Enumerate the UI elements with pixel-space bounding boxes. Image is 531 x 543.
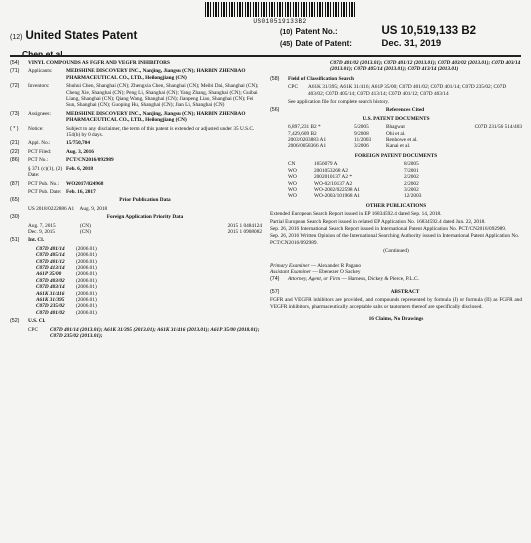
priority-list	[28, 223, 262, 236]
header-inventor: Chen et al.	[22, 49, 65, 59]
assignees: MEDSHINE DISCOVERY INC., Nanjing, Jiangsu (CN); HARBIN ZHENBAO PHARMACEUTICAL CO., LTD., Heilongjiang (CN)	[66, 110, 246, 124]
patent-no: US 10,519,133 B2	[381, 25, 477, 37]
patent-no-label: Patent No.:	[295, 27, 338, 36]
attorney-code: (74)	[270, 276, 280, 283]
field-cpc-label: CPC	[288, 84, 299, 91]
pct-filed-code: (22)	[10, 148, 20, 155]
inventors: Shuhui Chen, Shanghai (CN); Zhengxia Chen, Shanghai (CN); Meibi Dai, Shanghai (CN); Cheng Xie, Shanghai (CN); Peng Li, Shanghai (CN); Yang Zhang, Shanghai (CN); Guibai Liang, Shanghai (CN); Qiang Wang, Shanghai (CN); Jianpeng Liao, Shanghai (CN); Fei Sun, Shanghai (CN); Guoping Hu, Shanghai (CN); Jian Li, Shanghai (CN)	[66, 83, 259, 109]
appl-code: (21)	[10, 140, 20, 147]
abstract-code: (57)	[270, 288, 280, 295]
prior-pub-code: (65)	[10, 197, 20, 204]
prior-pub-date: Aug. 9, 2018	[79, 205, 108, 212]
us-docs-heading: U.S. PATENT DOCUMENTS	[362, 115, 430, 122]
pct-no: PCT/CN2016/092989	[66, 157, 114, 164]
continued-note: (Continued)	[383, 248, 409, 255]
priority-country: (CN)	[80, 222, 91, 229]
field-see: See application file for complete search history.	[288, 99, 389, 106]
inventors-label: Inventors:	[28, 83, 50, 90]
patent-header	[10, 24, 521, 59]
int-class-version: (2006.01)	[76, 303, 97, 310]
pub-date-label: PCT Pub. Date:	[28, 188, 62, 195]
header-rule	[10, 55, 521, 57]
foreign-doc-country: WO	[288, 174, 297, 181]
assignees-label: Assignees:	[28, 110, 51, 117]
us-doc-date: 11/2003	[354, 137, 372, 144]
foreign-doc-no: WO-02/10137 A2	[314, 180, 353, 187]
intcl-code: (51)	[10, 237, 20, 244]
int-class-version: (2006.01)	[76, 309, 97, 316]
cpc-classes: C07D 401/14 (2013.01); A61K 31/395 (2013.01); A61K 31/416 (2013.01); A61P 35/00 (2018.01); C07D 235/02 (2013.01);	[50, 326, 260, 340]
foreign-doc-no: 2001053268 A2	[314, 167, 348, 174]
other-pubs-heading: OTHER PUBLICATIONS	[365, 202, 427, 209]
priority-number: 2015 1 0484124	[227, 222, 262, 229]
pub-date: Feb. 16, 2017	[66, 188, 96, 195]
foreign-doc-no: WO-2003/101968 A1	[314, 193, 361, 200]
barcode	[205, 2, 355, 24]
refs-code: (56)	[270, 107, 280, 114]
priority-row	[28, 229, 262, 235]
pub-no-label: PCT Pub. No.:	[28, 180, 60, 187]
int-class-code: C07D 405/14	[36, 252, 65, 259]
field-heading: Field of Classification Search	[288, 75, 354, 82]
field-code: (58)	[270, 75, 280, 82]
us-doc-name: Ohi et al.	[386, 130, 406, 137]
foreign-doc-date: 7/2001	[404, 167, 419, 174]
pct-no-code: (86)	[10, 157, 20, 164]
s371-label: § 371 (c)(1), (2) Date:	[28, 165, 63, 179]
notice: Subject to any disclaimer, the term of this patent is extended or adjusted under 35 U.S.C. 154(b) by 0 days.	[66, 125, 255, 139]
foreign-docs-heading: FOREIGN PATENT DOCUMENTS	[354, 152, 438, 159]
foreign-doc-date: 8/2005	[404, 161, 419, 168]
int-class-code: C07D 401/14	[36, 245, 65, 252]
refs-heading: References Cited	[385, 107, 425, 114]
us-doc-row	[288, 143, 522, 149]
foreign-doc-country: WO	[288, 186, 297, 193]
applicants: MEDSHINE DISCOVERY INC., Nanjing, Jiangsu (CN); HARBIN ZHENBAO PHARMACEUTICAL CO., LTD., Heilongjiang (CN)	[66, 68, 246, 81]
int-class-code: A61K 31/395	[36, 297, 65, 303]
other-pubs-list	[270, 211, 522, 246]
int-class-version: (2006.01)	[76, 264, 97, 271]
priority-date: Dec. 9, 2015	[28, 228, 56, 235]
int-class-code: C07D 235/02	[36, 303, 65, 310]
us-doc-name: Renhowe et al.	[386, 137, 418, 144]
priority-number: 2015 1 0908082	[227, 228, 262, 235]
int-class-version: (2006.01)	[76, 258, 97, 265]
pub-no-code: (87)	[10, 180, 20, 187]
us-doc-name: Kanai et al.	[386, 143, 411, 150]
int-class-code: A61K 31/416	[36, 290, 65, 297]
uscl-code: (52)	[10, 318, 20, 325]
us-doc-date: 5/2005	[354, 124, 369, 131]
assistant-examiner-label: Assistant Examiner	[270, 268, 312, 275]
us-doc-class: C07D 231/56 514/403	[474, 124, 522, 131]
foreign-doc-no: 2002010137 A2 *	[314, 174, 352, 181]
us-doc-no: 6,897,231 B2 *	[288, 124, 321, 131]
pct-filed-label: PCT Filed:	[28, 148, 52, 155]
int-class-version: (2006.01)	[76, 297, 97, 303]
prior-pub-no: US 2018/0222886 A1	[28, 205, 75, 212]
other-pub-item: Partial European Search Report issued in related EP Application No. 16834592.4 dated Jun. 22, 2018.	[270, 218, 486, 225]
patent-title: VINYL COMPOUNDS AS FGFR AND VEGFR INHIBITORS	[28, 60, 170, 66]
priority-date: Aug. 7, 2015	[28, 222, 56, 229]
int-class-version: (2006.01)	[76, 277, 97, 284]
appl-no: 15/750,704	[66, 140, 90, 147]
other-pub-item: Sep. 26, 2016 Written Opinion of the International Searching Authority issued in International Patent Application No. PCT/CN2016/092989.	[270, 233, 520, 246]
primary-examiner-label: Primary Examiner	[270, 262, 310, 269]
inventors-code: (72)	[10, 83, 20, 90]
foreign-doc-country: WO	[288, 167, 297, 174]
int-class-version: (2006.01)	[76, 284, 97, 291]
applicants-label: Applicants:	[28, 68, 53, 75]
foreign-doc-date: 2/2002	[404, 180, 419, 187]
int-class-row	[36, 310, 262, 316]
us-doc-no: 7,429,609 B2	[288, 130, 317, 137]
foreign-doc-country: CN	[288, 161, 296, 168]
us-doc-no: 2003/0203883 A1	[288, 137, 327, 144]
applicants-code: (71)	[10, 68, 20, 75]
abstract-heading: ABSTRACT	[390, 288, 420, 295]
other-pub-item: Extended European Search Report issued in EP 16834592.4 dated Sep. 14, 2018.	[270, 211, 442, 218]
pub-no: WO2017/024968	[66, 180, 104, 187]
int-class-version: (2006.01)	[76, 290, 97, 297]
foreign-prio-heading: Foreign Application Priority Data	[106, 214, 184, 221]
claims-count: 16 Claims, No Drawings	[368, 316, 424, 322]
us-doc-date: 3/2006	[354, 143, 369, 150]
left-column	[10, 60, 262, 341]
int-class-code: C07D 413/14	[36, 264, 65, 271]
cpc-label: CPC	[28, 326, 39, 333]
foreign-doc-no: 1656079 A	[314, 161, 338, 168]
date-label: Date of Patent:	[295, 39, 352, 48]
field-cpc: A61K 31/395; A61K 31/416; A61P 35/00; C07D 401/02; C07D 401/14; C07D 235/02; C07D 403/02; C07D 405/14; C07D 413/14; C07D 401/12; C07D 403/14	[308, 84, 507, 97]
foreign-prio-code: (30)	[10, 214, 20, 221]
barcode-bars	[205, 2, 355, 17]
barcode-number: US010519133B2	[253, 18, 307, 25]
pct-no-label: PCT No.:	[28, 157, 49, 164]
foreign-doc-date: 3/2002	[404, 186, 419, 193]
foreign-doc-row	[288, 193, 522, 199]
foreign-doc-no: WO-2002/022598 A1	[314, 186, 361, 193]
patent-date: Dec. 31, 2019	[381, 38, 442, 49]
int-class-list	[36, 246, 262, 316]
notice-label: Notice:	[28, 125, 44, 132]
us-doc-name: Bhagwat	[386, 124, 405, 131]
header-code-12: (12)	[10, 34, 23, 41]
assignees-code: (73)	[10, 110, 20, 117]
uscl-label: U.S. Cl.	[28, 318, 46, 325]
us-docs-list	[288, 124, 522, 150]
other-pub-item: Sep. 26, 2016 International Search Report issued in International Patent Application No. PCT/CN2016/092989.	[270, 225, 507, 232]
foreign-doc-country: WO	[288, 193, 297, 200]
s371-date: Feb. 6, 2018	[66, 165, 94, 172]
int-class-version: (2006.01)	[76, 245, 97, 252]
intcl-label: Int. Cl.	[28, 237, 45, 244]
int-class-code: C07D 401/12	[36, 258, 65, 265]
int-class-code: C07D 403/14	[36, 284, 65, 291]
int-class-version: (2006.01)	[76, 252, 97, 259]
int-class-code: A61P 35/00	[36, 271, 62, 278]
pct-filed: Aug. 3, 2016	[66, 148, 94, 155]
int-class-version: (2006.01)	[76, 271, 97, 278]
header-code-10: (10)	[280, 29, 293, 36]
cpc-continued: C07D 401/02 (2013.01); C07D 401/12 (2013.01); C07D 403/02 (2013.01); C07D 403/14 (2013.01); C07D 405/14 (2013.01); C07D 413/14 (2013.01)	[330, 60, 521, 73]
notice-code: ( * )	[10, 125, 19, 132]
us-doc-class	[446, 143, 522, 149]
primary-examiner: — Alexander R Pagano	[310, 262, 362, 269]
header-title: United States Patent	[25, 30, 138, 42]
header-right	[280, 26, 476, 50]
title-code: (54)	[10, 60, 20, 66]
foreign-doc-country: WO	[288, 180, 297, 187]
foreign-docs-list	[288, 161, 522, 199]
attorney: — Harness, Dickey & Pierce, P.L.C.	[341, 276, 419, 283]
foreign-doc-date: 12/2003	[404, 193, 422, 200]
right-column	[270, 60, 522, 324]
header-code-45: (45)	[280, 41, 293, 48]
priority-country: (CN)	[80, 228, 91, 235]
assistant-examiner: — Ebenezer O Sackey	[312, 268, 361, 275]
abstract-text: FGFR and VEGFR inhibitors are provided, and compounds represented by formula (I) or formula (II) as FGFR and VEGFR inhibitors, pharmaceutically acceptable salts or tautomers thereof are specifically disclosed.	[270, 297, 522, 310]
foreign-doc-date: 2/2002	[404, 174, 419, 181]
us-doc-no: 2006/0058366 A1	[288, 143, 327, 150]
us-doc-date: 9/2008	[354, 130, 369, 137]
int-class-code: C07D 401/02	[36, 309, 65, 316]
appl-label: Appl. No.:	[28, 140, 51, 147]
prior-pub-heading: Prior Publication Data	[119, 197, 171, 204]
int-class-code: C07D 403/02	[36, 277, 65, 284]
attorney-label: Attorney, Agent, or Firm	[288, 276, 341, 283]
